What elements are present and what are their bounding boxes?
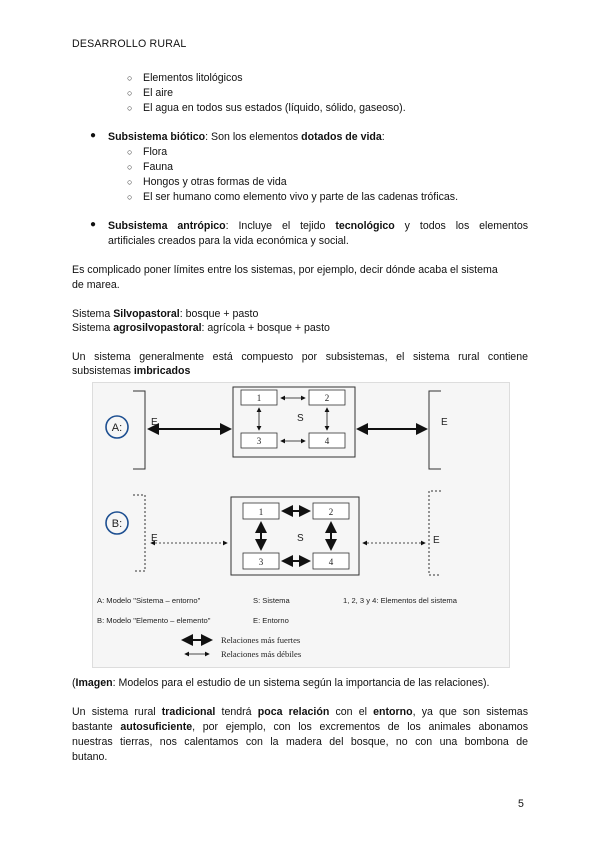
env-left-bracket xyxy=(133,495,145,571)
paragraph-subsistemas: Un sistema generalmente está compuesto por subsistemas, el sistema rural contiene xyxy=(72,351,528,363)
sistema-silvopastoral: Sistema Silvopastoral: bosque + pasto xyxy=(72,308,259,320)
paragraph-traditional-2: bastante autosuficiente, por ejemplo, con los excrementos de los animales abonamos xyxy=(72,721,528,733)
circle-bullet-icon: ○ xyxy=(127,162,133,172)
env-label: E xyxy=(441,417,448,428)
list-item: El agua en todos sus estados (líquido, sólido, gaseoso). xyxy=(143,102,406,114)
figure-caption: (Imagen: Modelos para el estudio de un sistema según la importancia de las relaciones). xyxy=(72,677,490,689)
env-label: E xyxy=(151,417,158,428)
circle-bullet-icon: ○ xyxy=(127,88,133,98)
paragraph-traditional: Un sistema rural tradicional tendrá poca relación con el entorno, ya que son sistemas xyxy=(72,706,528,718)
circle-bullet-icon: ○ xyxy=(127,147,133,157)
list-item: El aire xyxy=(143,87,174,99)
circle-bullet-icon: ○ xyxy=(127,73,133,83)
element-number: 1 xyxy=(258,507,264,517)
system-label: S xyxy=(297,533,304,544)
env-label: E xyxy=(151,533,158,544)
env-right-bracket xyxy=(429,491,441,575)
circle-bullet-icon: ○ xyxy=(127,192,133,202)
circle-bullet-icon: ○ xyxy=(127,177,133,187)
element-number: 3 xyxy=(258,557,264,567)
list-item: Flora xyxy=(143,146,168,158)
legend-s: S: Sistema xyxy=(253,596,290,605)
list-item: Fauna xyxy=(143,161,174,173)
system-models-figure xyxy=(92,382,510,668)
legend-weak: Relaciones más débiles xyxy=(221,649,302,659)
page-number: 5 xyxy=(518,798,524,810)
label-a: A: xyxy=(111,422,123,434)
element-number: 3 xyxy=(256,436,262,446)
element-number: 2 xyxy=(324,393,330,403)
page-header: DESARROLLO RURAL xyxy=(72,38,187,50)
element-number: 4 xyxy=(328,557,334,567)
model-b xyxy=(106,491,441,575)
paragraph-limits-2: de marea. xyxy=(72,279,120,291)
env-left-bracket xyxy=(133,391,145,469)
biotico-heading: Subsistema biótico: Son los elementos dotados de vida: xyxy=(108,131,385,143)
legend-a: A: Modelo "Sistema – entorno" xyxy=(97,596,201,605)
list-item: Elementos litológicos xyxy=(143,72,243,84)
system-label: S xyxy=(297,413,304,424)
sistema-agrosilvopastoral: Sistema agrosilvopastoral: agrícola + bosque + pasto xyxy=(72,322,330,334)
env-label: E xyxy=(433,535,440,546)
bullet-icon: ● xyxy=(90,130,97,141)
legend-b: B: Modelo "Elemento – elemento" xyxy=(97,616,211,625)
element-number: 2 xyxy=(328,507,334,517)
env-right-bracket xyxy=(429,391,441,469)
legend-e: E: Entorno xyxy=(253,616,289,625)
antropico-heading: Subsistema antrópico: Incluye el tejido tecnológico y todos los elementos xyxy=(108,220,529,232)
element-number: 1 xyxy=(256,393,262,403)
paragraph-subsistemas-2: subsistemas imbricados xyxy=(72,365,191,377)
legend-strong: Relaciones más fuertes xyxy=(221,635,301,645)
legend-elements: 1, 2, 3 y 4: Elementos del sistema xyxy=(343,596,457,605)
list-item: Hongos y otras formas de vida xyxy=(143,176,287,188)
model-a xyxy=(106,387,448,469)
paragraph-limits: Es complicado poner límites entre los sistemas, por ejemplo, decir dónde acaba el sistema xyxy=(72,264,498,276)
circle-bullet-icon: ○ xyxy=(127,103,133,113)
paragraph-traditional-4: butano. xyxy=(72,751,108,763)
label-b: B: xyxy=(111,518,123,530)
element-number: 4 xyxy=(324,436,330,446)
bullet-icon: ● xyxy=(90,219,97,230)
figure-legend xyxy=(97,596,458,659)
antropico-line2: artificiales creados para la vida económica y social. xyxy=(108,235,349,247)
paragraph-traditional-3: nuestras tierras, nos calentamos con la madera del bosque, no con una bombona de xyxy=(72,736,528,748)
list-item: El ser humano como elemento vivo y parte de las cadenas tróficas. xyxy=(143,191,459,203)
